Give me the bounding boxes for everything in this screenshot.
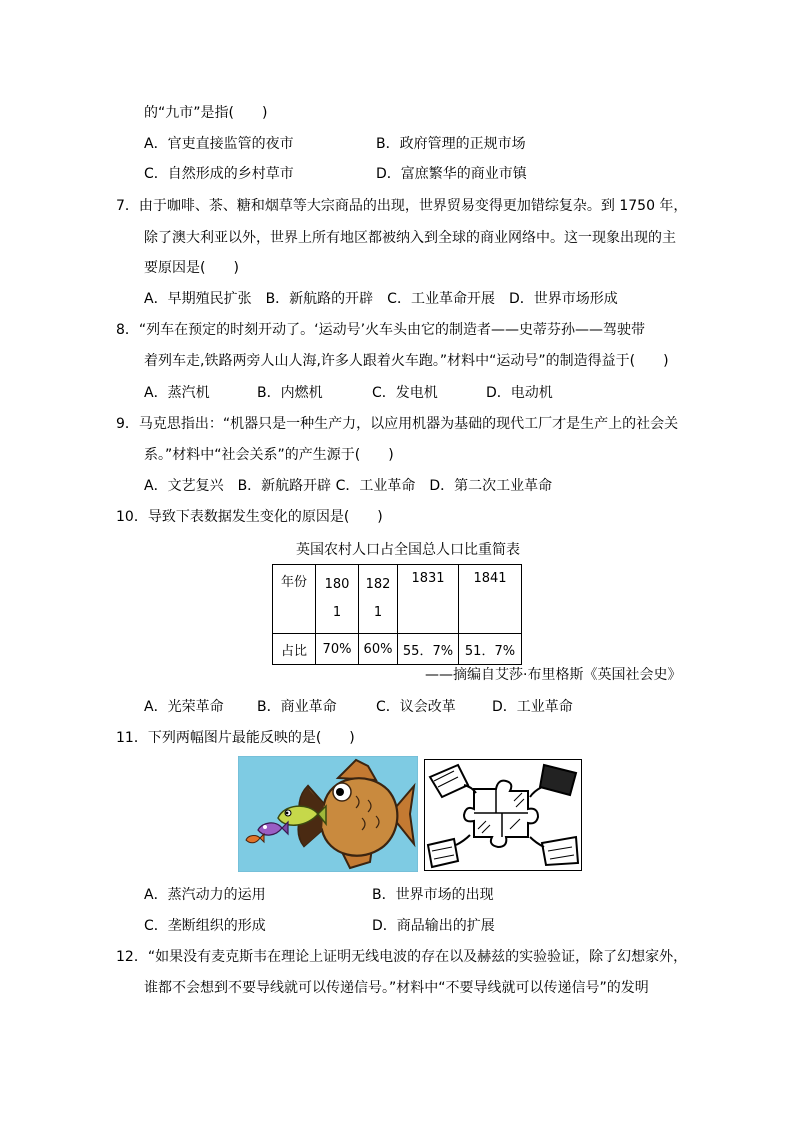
q8-option-d[interactable]: D．电动机 [486,385,553,401]
table-row [273,634,522,665]
q8-option-c[interactable]: C．发电机 [372,385,438,401]
q12-stem-line1: 12．“如果没有麦克斯韦在理论上证明无线电波的存在以及赫兹的实验验证，除了幻想家外， [116,949,688,965]
puzzle-hands-picture [424,759,582,871]
fish-eating-picture [238,756,418,872]
q8-option-b[interactable]: B．内燃机 [257,385,323,401]
q11-stem: 11．下列两幅图片最能反映的是( ) [116,730,355,746]
q7-options[interactable]: A．早期殖民扩张 B．新航路的开辟 C．工业革命开展 D．世界市场形成 [144,291,618,307]
q7-stem-line1: 7．由于咖啡、茶、糖和烟草等大宗商品的出现，世界贸易变得更加错综复杂。到 1750 年， [116,198,688,214]
q9-stem-line2: 系。”材料中“社会关系”的产生源于( ) [144,447,394,463]
q9-stem-line1: 9．马克思指出：“机器只是一种生产力，以应用机器为基础的现代工厂才是生产上的社会关 [116,416,679,432]
population-table [272,564,522,665]
q6-option-a[interactable]: A．官吏直接监管的夜市 [144,136,294,152]
q11-option-a[interactable]: A．蒸汽动力的运用 [144,887,266,903]
table-cell-year: 180 1 [316,565,359,634]
q10-option-a[interactable]: A．光荣革命 [144,699,224,715]
table-cell-year: 1841 [459,565,522,634]
q7-stem-line2: 除了澳大利亚以外，世界上所有地区都被纳入到全球的商业网络中。这一现象出现的主 [144,230,676,246]
q10-option-b[interactable]: B．商业革命 [257,699,337,715]
q6-option-b[interactable]: B．政府管理的正规市场 [376,136,526,152]
q11-option-c[interactable]: C．垄断组织的形成 [144,918,266,934]
q12-stem-line2: 谁都不会想到不要导线就可以传递信号。”材料中“不要导线就可以传递信号”的发明 [144,980,649,996]
table-cell-year: 182 1 [359,565,398,634]
q8-option-a[interactable]: A．蒸汽机 [144,385,210,401]
table-cell-share: 60% [359,634,398,665]
q6-option-c[interactable]: C．自然形成的乡村草市 [144,166,294,182]
q8-stem-line2: 着列车走,铁路两旁人山人海,许多人跟着火车跑。”材料中“运动号”的制造得益于( ) [144,353,669,369]
q8-stem-line1: 8．“列车在预定的时刻开动了。‘运动号’火车头由它的制造者——史蒂芬孙——驾驶带 [116,322,646,338]
q10-option-d[interactable]: D．工业革命 [492,699,573,715]
table-header-share: 占比 [273,634,316,665]
q6-option-d[interactable]: D．富庶繁华的商业市镇 [376,166,527,182]
table-cell-share: 70% [316,634,359,665]
q7-stem-line3: 要原因是( ) [144,260,239,276]
table-source: ——摘编自艾莎·布里格斯《英国社会史》 [425,667,682,683]
table-cell-year: 1831 [398,565,459,634]
table-row [273,565,522,634]
q11-option-d[interactable]: D．商品输出的扩展 [372,918,495,934]
table-title: 英国农村人口占全国总人口比重简表 [296,542,520,558]
q9-options[interactable]: A．文艺复兴 B．新航路开辟 C．工业革命 D．第二次工业革命 [144,478,553,494]
q10-option-c[interactable]: C．议会改革 [376,699,456,715]
table-cell-share: 55．7% [398,634,459,665]
table-cell-share: 51．7% [459,634,522,665]
q11-option-b[interactable]: B．世界市场的出现 [372,887,494,903]
q6-stem-continuation: 的“九市”是指( ) [144,105,268,121]
table-header-year: 年份 [273,565,316,634]
q10-stem: 10．导致下表数据发生变化的原因是( ) [116,509,383,525]
